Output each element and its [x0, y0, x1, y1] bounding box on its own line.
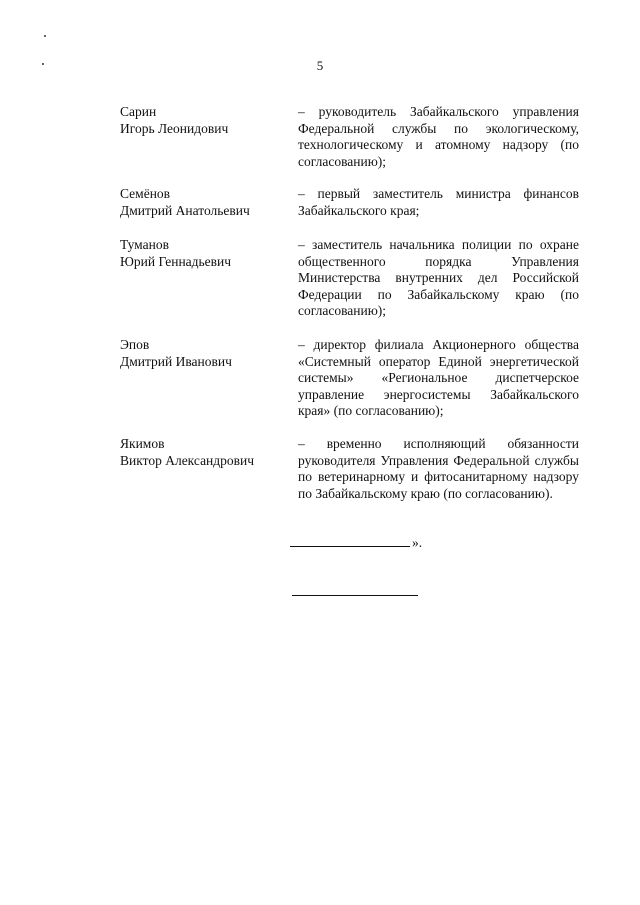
member-name [120, 436, 290, 469]
member-given-names: Игорь Леонидович [120, 120, 229, 136]
member-role: – руководитель Забайкальского управления Федеральной службы по экологическому, технологическому и атомному надзору (по согласованию); [298, 104, 579, 169]
member-name [120, 337, 290, 370]
member-given-names: Дмитрий Иванович [120, 353, 232, 369]
member-surname: Эпов [120, 337, 150, 352]
closing-rule [290, 546, 410, 547]
member-name [120, 104, 290, 137]
member-surname: Семёнов [120, 186, 171, 201]
member-surname: Сарин [120, 104, 157, 119]
member-name [120, 237, 290, 270]
end-of-document-rule [292, 595, 418, 596]
member-role: – директор филиала Акционерного общества «Системный оператор Единой энергетической системы» «Региональное диспетчерское управление энергосистемы Забайкальского края» (по согласованию); [298, 337, 579, 418]
closing-quote-line [290, 535, 422, 551]
member-role: – временно исполняющий обязанности руководителя Управления Федеральной службы по ветеринарному и фитосанитарному надзору по Забайкальскому краю (по согласованию). [298, 436, 579, 501]
member-given-names: Юрий Геннадьевич [120, 253, 232, 269]
member-name [120, 186, 290, 219]
member-surname: Туманов [120, 237, 169, 252]
closing-mark: ». [412, 535, 423, 550]
scan-speck [44, 35, 46, 37]
member-given-names: Дмитрий Анатольевич [120, 202, 250, 218]
member-surname: Якимов [120, 436, 165, 451]
member-role: – заместитель начальника полиции по охране общественного порядка Управления Министерства внутренних дел Российской Федерации по Забайкальскому краю (по согласованию); [298, 237, 579, 318]
member-given-names: Виктор Александрович [120, 452, 255, 468]
member-role: – первый заместитель министра финансов Забайкальского края; [298, 186, 579, 218]
page-number: 5 [316, 58, 324, 73]
